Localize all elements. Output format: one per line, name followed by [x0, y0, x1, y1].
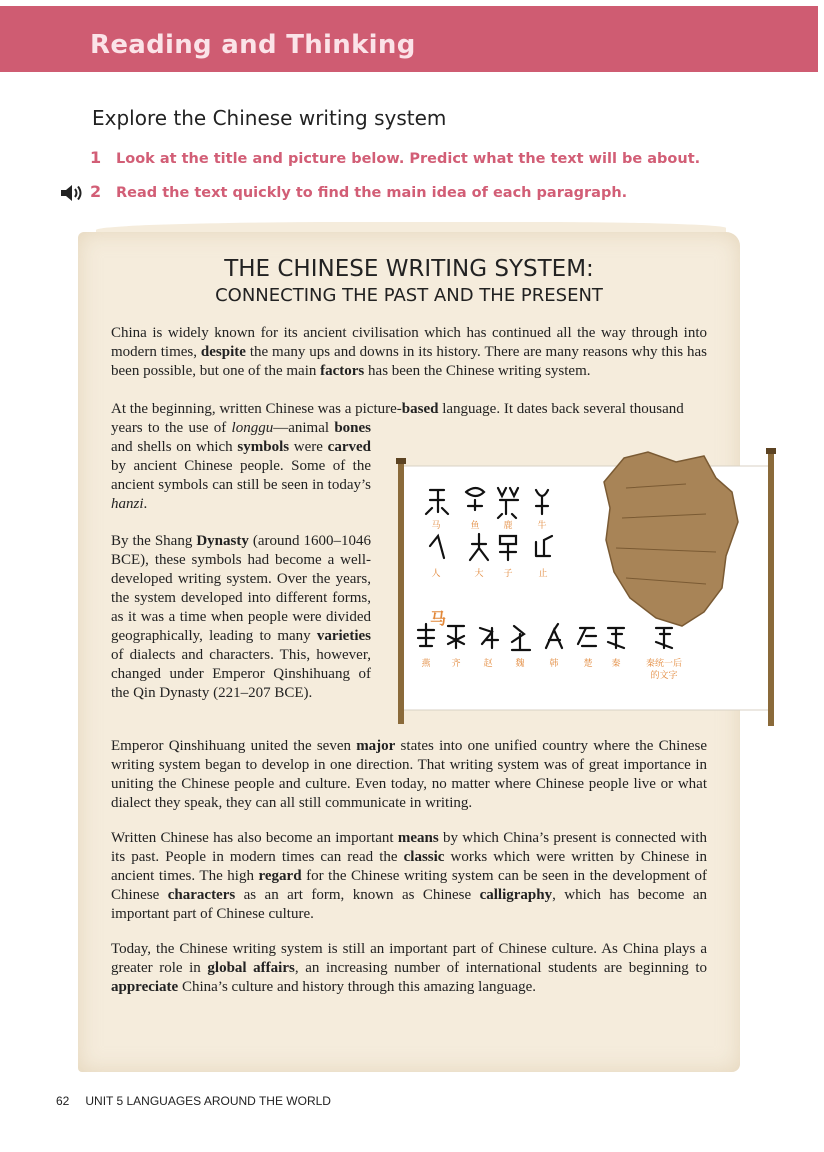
figure-label: 韩 [549, 659, 559, 669]
task-text: Look at the title and picture below. Predict what the text will be about. [116, 151, 701, 167]
paragraph-5: Written Chinese has also become an important means by which China’s present is connected with its past. People in modern times can read the classic works which were written by Chinese in ancient times. The high regard for the Chinese writing system can be seen in the development of Chinese characters as an art form, known as Chinese calligraphy, which has become an important part of Chinese culture. [111, 830, 707, 922]
scroll-rod-left [398, 462, 404, 724]
figure-label: 秦统一后 [645, 659, 683, 669]
task-1 [90, 148, 700, 167]
scroll-rod-right [768, 450, 774, 726]
figure-label: 楚 [583, 659, 593, 669]
speaker-icon[interactable] [60, 184, 86, 202]
paragraph-2-line1: At the beginning, written Chinese was a picture-based language. It dates back several thousand [111, 401, 684, 417]
page-number: 62 [56, 1094, 70, 1108]
figure-label: 的文字 [650, 671, 678, 681]
article-subtitle: CONNECTING THE PAST AND THE PRESENT [215, 285, 603, 306]
task-number: 2 [90, 182, 102, 201]
figure-label: 止 [538, 569, 548, 579]
figure-label: 牛 [537, 521, 547, 531]
paragraph-2-cont: years to the use of longgu—animal bones and shells on which symbols were carved by ancient Chinese people. Some of the ancient symbols can still be seen in today’s hanzi. [111, 420, 371, 512]
paragraph-4: Emperor Qinshihuang united the seven major states into one unified country where the Chinese writing system began to develop in one direction. That writing system was of great importance in uniting the Chinese people and culture. Even today, no matter where Chinese people live or what dialect they speak, they can all still communicate in writing. [111, 738, 707, 811]
figure-label: 燕 [421, 659, 431, 669]
figure-label: 齐 [451, 659, 461, 669]
paragraph-3: By the Shang Dynasty (around 1600–1046 BCE), these symbols had become a well-developed writing system. Over the years, the system developed into different forms, as it was a time when people were divided geographically, leading to many varieties of dialects and characters. This, however, changed under Emperor Qinshihuang of the Qin Dynasty (221–207 BCE). [111, 533, 371, 701]
task-2 [90, 182, 627, 201]
figure-label: 魏 [515, 659, 525, 669]
oracle-bone-scroll-figure [386, 448, 786, 726]
paragraph-6: Today, the Chinese writing system is still an important part of Chinese culture. As China plays a greater role in global affairs, an increasing number of international students are beginning to appreciate China’s culture and history through this amazing language. [111, 941, 707, 995]
figure-label: 赵 [483, 659, 493, 669]
page-footer [56, 1094, 331, 1108]
section-title: Reading and Thinking [90, 30, 416, 60]
figure-label: 大 [474, 569, 484, 579]
figure-label: 马 [431, 521, 441, 531]
figure-label: 子 [503, 569, 513, 579]
figure-label: 鱼 [470, 521, 480, 531]
task-number: 1 [90, 148, 102, 167]
article-title: THE CHINESE WRITING SYSTEM: [224, 256, 594, 282]
paragraph-1: China is widely known for its ancient civilisation which has continued all the way through into modern times, despite the many ups and downs in its history. There are many reasons why this has been possible, but one of the main factors has been the Chinese writing system. [111, 325, 708, 379]
unit-title: UNIT 5 LANGUAGES AROUND THE WORLD [85, 1094, 331, 1108]
section-subtitle: Explore the Chinese writing system [92, 106, 447, 130]
figure-label: 秦 [611, 659, 621, 669]
figure-label: 鹿 [503, 521, 513, 531]
task-text: Read the text quickly to find the main idea of each paragraph. [116, 185, 628, 201]
figure-heading: 马 [429, 609, 447, 628]
figure-label: 人 [431, 569, 441, 579]
